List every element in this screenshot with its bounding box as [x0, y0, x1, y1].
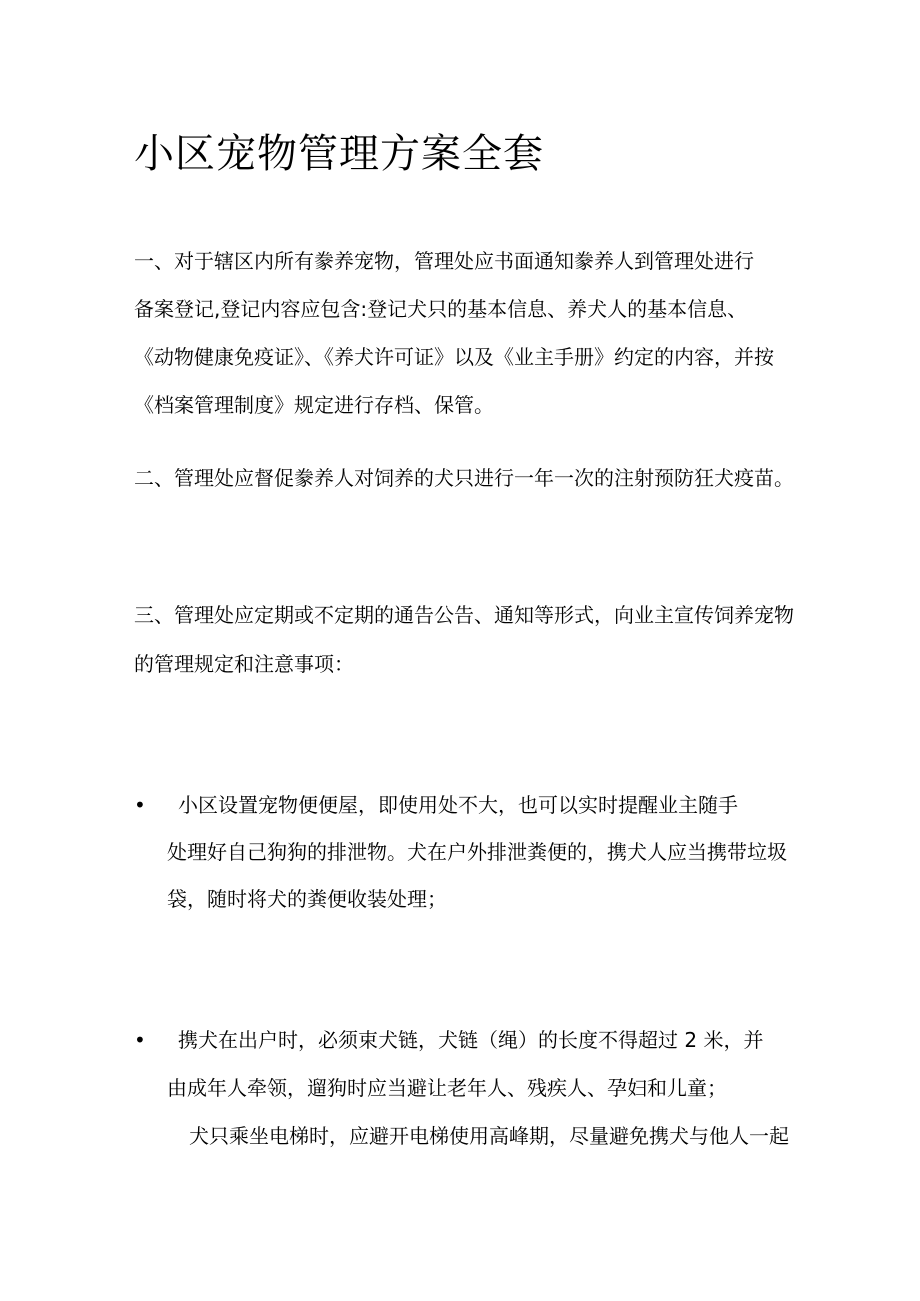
document-title: 小区宠物管理方案全套: [134, 131, 544, 177]
section1-line-3: 《动物健康免疫证》、《养犬许可证》以及《业主手册》约定的内容，并按: [134, 345, 774, 369]
section1-line-4: 《档案管理制度》规定进行存档、保管。: [134, 393, 494, 417]
bullet1-line-3: 袋，随时将犬的粪便收装处理；: [167, 887, 447, 911]
bullet2-line-1: 携犬在出户时，必须束犬链，犬链（绳）的长度不得超过 2 米，并: [178, 1028, 764, 1052]
bullet1-line-1: 小区设置宠物便便屋，即使用处不大，也可以实时提醒业主随手: [178, 793, 738, 817]
bullet-marker: •: [134, 1028, 146, 1052]
section3-line-1: 三、管理处应定期或不定期的通告公告、通知等形式，向业主宣传饲养宠物: [134, 603, 794, 627]
section1-line-1: 一、对于辖区内所有豢养宠物，管理处应书面通知豢养人到管理处进行: [134, 249, 754, 273]
bullet2-line-3: 犬只乘坐电梯时，应避开电梯使用高峰期，尽量避免携犬与他人一起: [189, 1124, 789, 1148]
bullet-marker: •: [134, 793, 146, 817]
bullet2-line-2: 由成年人牵领，遛狗时应当避让老年人、残疾人、孕妇和儿童；: [167, 1076, 727, 1100]
section1-line-2: 备案登记,登记内容应包含:登记犬只的基本信息、养犬人的基本信息、: [134, 297, 748, 321]
bullet1-line-2: 处理好自己狗狗的排泄物。犬在户外排泄粪便的，携犬人应当携带垃圾: [167, 840, 787, 864]
section3-line-2: 的管理规定和注意事项：: [134, 652, 354, 676]
section2-line-1: 二、管理处应督促豢养人对饲养的犬只进行一年一次的注射预防狂犬疫苗。: [134, 466, 794, 490]
